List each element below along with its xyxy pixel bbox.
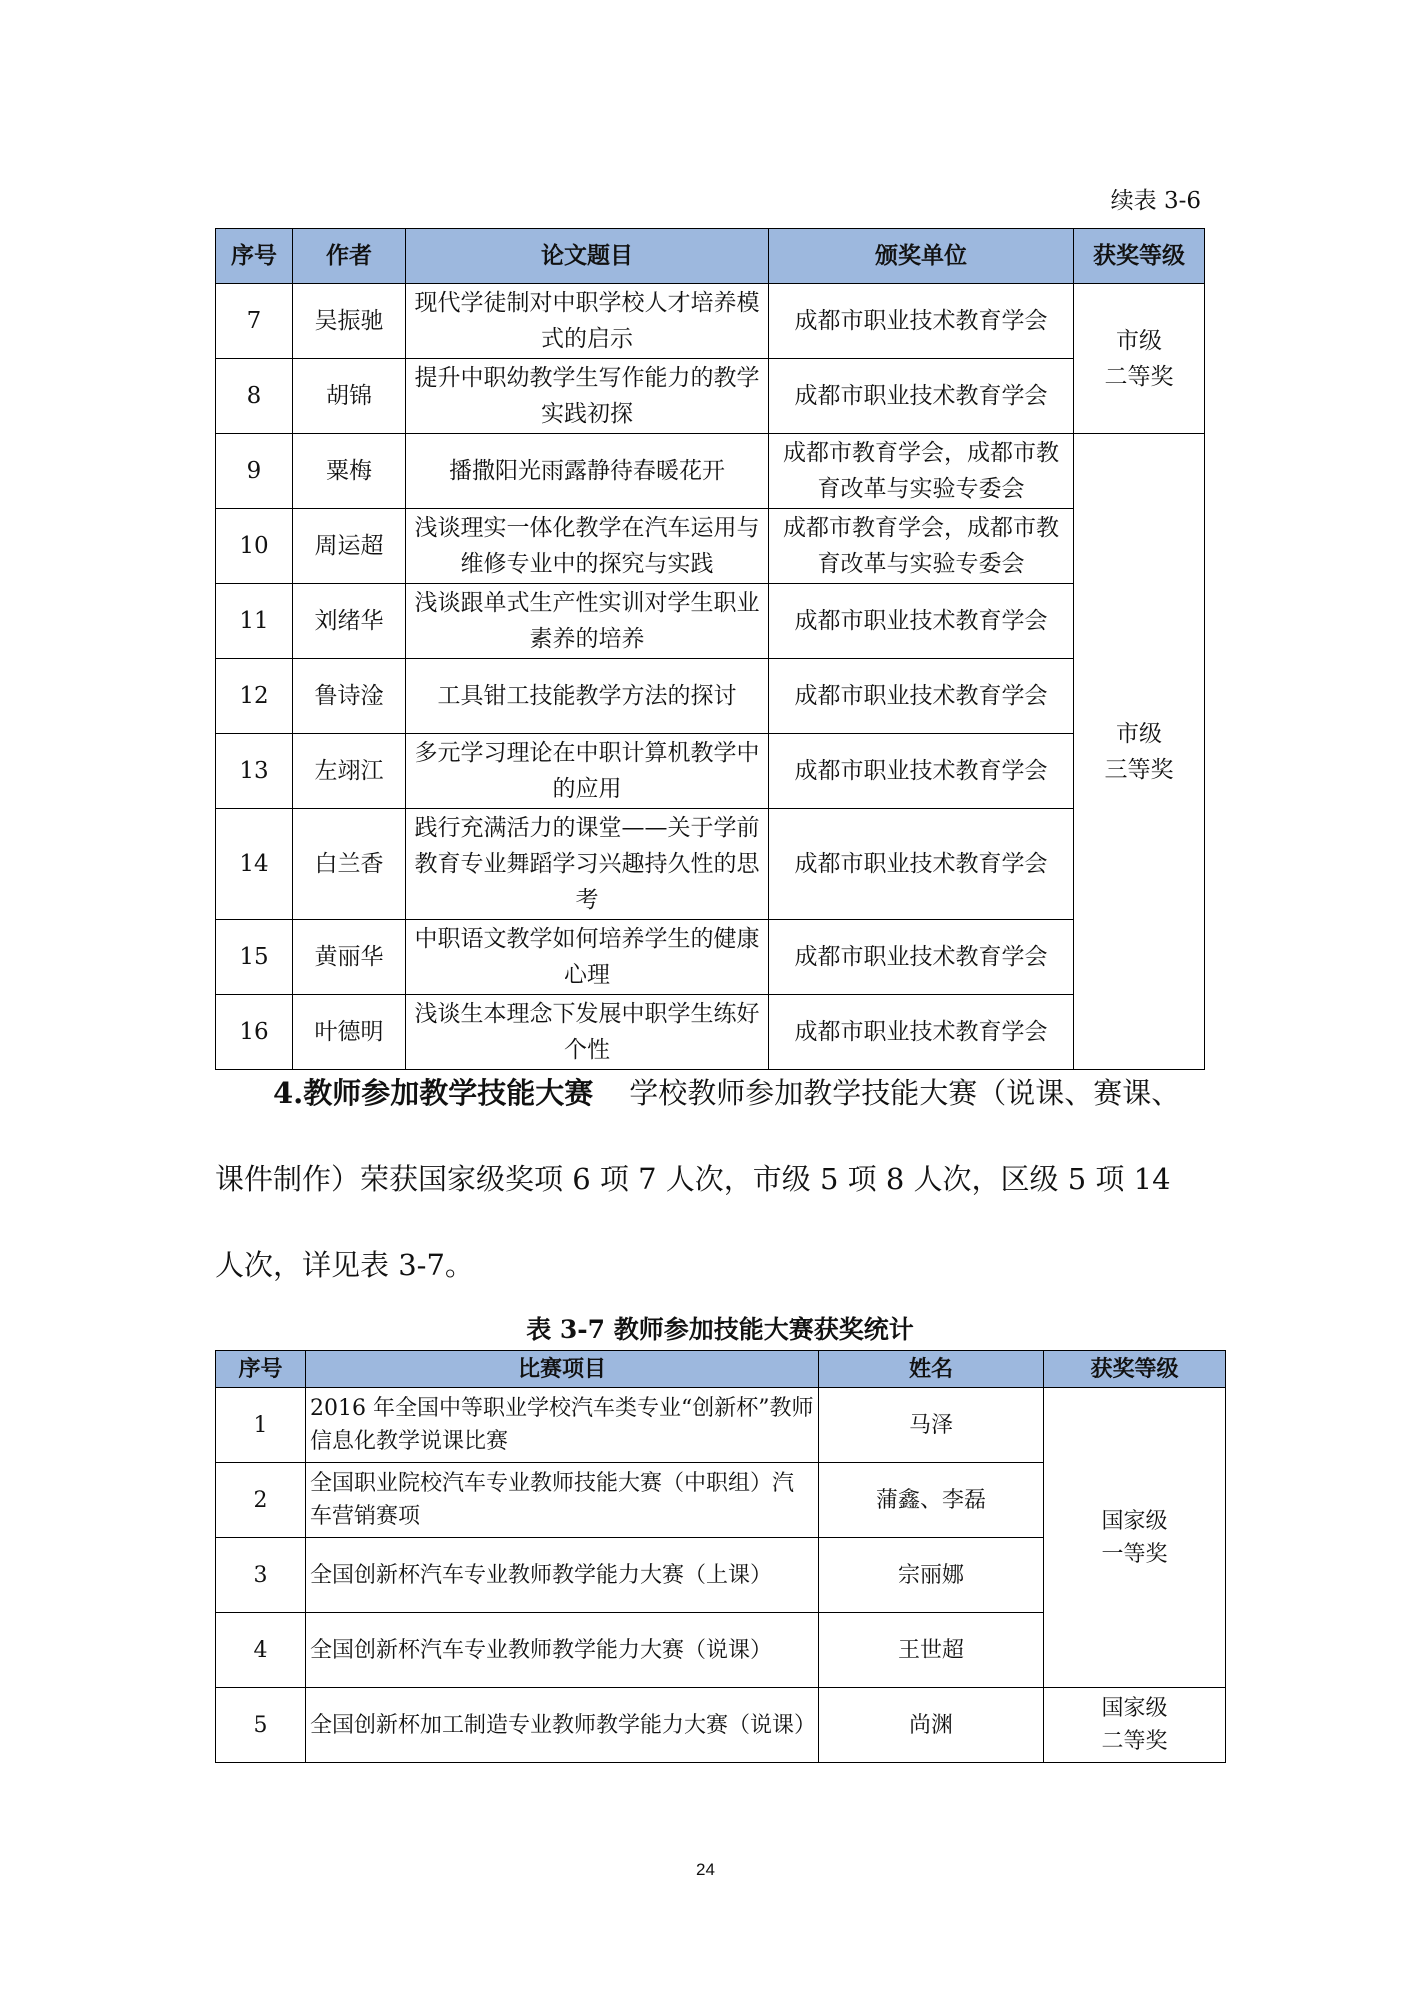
cell-title: 浅谈理实一体化教学在汽车运用与维修专业中的探究与实践 [406, 509, 769, 584]
table-row [216, 809, 1205, 920]
award-level-line1: 国家级 [1101, 1696, 1168, 1721]
cell-name: 宗丽娜 [819, 1538, 1044, 1613]
award-level-line1: 市级 [1116, 720, 1162, 747]
cell-unit: 成都市职业技术教育学会 [769, 809, 1074, 920]
cell-award-level [1044, 1388, 1226, 1688]
cell-no: 8 [216, 359, 293, 434]
table-row [216, 434, 1205, 509]
table-header-row [216, 229, 1205, 284]
cell-author: 鲁诗淦 [293, 659, 406, 734]
cell-author: 粟梅 [293, 434, 406, 509]
table-row [216, 509, 1205, 584]
header-author: 作者 [293, 229, 406, 284]
award-level-line1: 市级 [1116, 327, 1162, 354]
header-paper-title: 论文题目 [406, 229, 769, 284]
cell-title: 现代学徒制对中职学校人才培养模式的启示 [406, 284, 769, 359]
table-row [216, 1688, 1226, 1763]
cell-no: 15 [216, 920, 293, 995]
cell-event: 全国创新杯加工制造专业教师教学能力大赛（说课） [306, 1688, 819, 1763]
table-3-7 [215, 1350, 1226, 1763]
section-heading: 4.教师参加教学技能大赛 [273, 1076, 594, 1110]
table-3-6-continued [215, 228, 1205, 1070]
cell-title: 提升中职幼教学生写作能力的教学实践初探 [406, 359, 769, 434]
table-header-row [216, 1351, 1226, 1388]
cell-event: 2016 年全国中等职业学校汽车类专业“创新杯”教师信息化教学说课比赛 [306, 1388, 819, 1463]
cell-unit: 成都市职业技术教育学会 [769, 995, 1074, 1070]
cell-author: 周运超 [293, 509, 406, 584]
cell-name: 马泽 [819, 1388, 1044, 1463]
cell-no: 3 [216, 1538, 306, 1613]
header-awarding-unit: 颁奖单位 [769, 229, 1074, 284]
award-level-line2: 三等奖 [1104, 756, 1174, 783]
table-row [216, 734, 1205, 809]
cell-unit: 成都市职业技术教育学会 [769, 920, 1074, 995]
award-level-line1: 国家级 [1101, 1508, 1168, 1534]
cell-no: 7 [216, 284, 293, 359]
table-row [216, 659, 1205, 734]
cell-award-level [1074, 434, 1205, 1070]
cell-title: 播撒阳光雨露静待春暖花开 [406, 434, 769, 509]
cell-event: 全国职业院校汽车专业教师技能大赛（中职组）汽车营销赛项 [306, 1463, 819, 1538]
header-name: 姓名 [819, 1351, 1044, 1388]
page-number: 24 [696, 1860, 715, 1879]
cell-author: 叶德明 [293, 995, 406, 1070]
cell-no: 11 [216, 584, 293, 659]
cell-award-level [1074, 284, 1205, 434]
cell-name: 尚渊 [819, 1688, 1044, 1763]
cell-no: 12 [216, 659, 293, 734]
cell-author: 黄丽华 [293, 920, 406, 995]
cell-title: 浅谈生本理念下发展中职学生练好个性 [406, 995, 769, 1070]
award-level-line2: 二等奖 [1104, 363, 1174, 390]
cell-name: 王世超 [819, 1613, 1044, 1688]
cell-title: 中职语文教学如何培养学生的健康心理 [406, 920, 769, 995]
award-level-line2: 二等奖 [1101, 1729, 1168, 1754]
cell-unit: 成都市教育学会，成都市教育改革与实验专委会 [769, 509, 1074, 584]
cell-unit: 成都市教育学会，成都市教育改革与实验专委会 [769, 434, 1074, 509]
cell-event: 全国创新杯汽车专业教师教学能力大赛（说课） [306, 1613, 819, 1688]
table-row [216, 920, 1205, 995]
cell-unit: 成都市职业技术教育学会 [769, 659, 1074, 734]
cell-unit: 成都市职业技术教育学会 [769, 359, 1074, 434]
section-body: 学校教师参加教学技能大赛（说课、赛课、课件制作）荣获国家级奖项 6 项 7 人次，市级 5 项 8 人次，区级 5 项 14 人次，详见表 3-7。 [215, 1076, 1181, 1282]
header-no: 序号 [216, 1351, 306, 1388]
cell-title: 多元学习理论在中职计算机教学中的应用 [406, 734, 769, 809]
cell-author: 刘绪华 [293, 584, 406, 659]
cell-author: 左翊江 [293, 734, 406, 809]
table-3-7-title: 表 3-7 教师参加技能大赛获奖统计 [526, 1315, 914, 1344]
award-level-line2: 一等奖 [1101, 1541, 1168, 1567]
cell-unit: 成都市职业技术教育学会 [769, 734, 1074, 809]
cell-unit: 成都市职业技术教育学会 [769, 584, 1074, 659]
cell-no: 1 [216, 1388, 306, 1463]
cell-no: 2 [216, 1463, 306, 1538]
cell-author: 白兰香 [293, 809, 406, 920]
cell-no: 16 [216, 995, 293, 1070]
cell-name: 蒲鑫、李磊 [819, 1463, 1044, 1538]
cell-unit: 成都市职业技术教育学会 [769, 284, 1074, 359]
cell-award-level [1044, 1688, 1226, 1763]
cell-author: 胡锦 [293, 359, 406, 434]
table-row [216, 359, 1205, 434]
cell-event: 全国创新杯汽车专业教师教学能力大赛（上课） [306, 1538, 819, 1613]
cell-no: 13 [216, 734, 293, 809]
cell-no: 9 [216, 434, 293, 509]
table-row [216, 284, 1205, 359]
cell-no: 10 [216, 509, 293, 584]
header-no: 序号 [216, 229, 293, 284]
table-row [216, 584, 1205, 659]
table-row [216, 1388, 1226, 1463]
cell-title: 浅谈跟单式生产性实训对学生职业素养的培养 [406, 584, 769, 659]
header-award-level: 获奖等级 [1044, 1351, 1226, 1388]
cell-no: 14 [216, 809, 293, 920]
cell-title: 践行充满活力的课堂——关于学前教育专业舞蹈学习兴趣持久性的思考 [406, 809, 769, 920]
header-event: 比赛项目 [306, 1351, 819, 1388]
cell-title: 工具钳工技能教学方法的探讨 [406, 659, 769, 734]
cell-no: 5 [216, 1688, 306, 1763]
header-award-level: 获奖等级 [1074, 229, 1205, 284]
section-paragraph [215, 1050, 1204, 1308]
continued-table-label: 续表 3-6 [1110, 188, 1201, 214]
cell-author: 吴振驰 [293, 284, 406, 359]
cell-no: 4 [216, 1613, 306, 1688]
